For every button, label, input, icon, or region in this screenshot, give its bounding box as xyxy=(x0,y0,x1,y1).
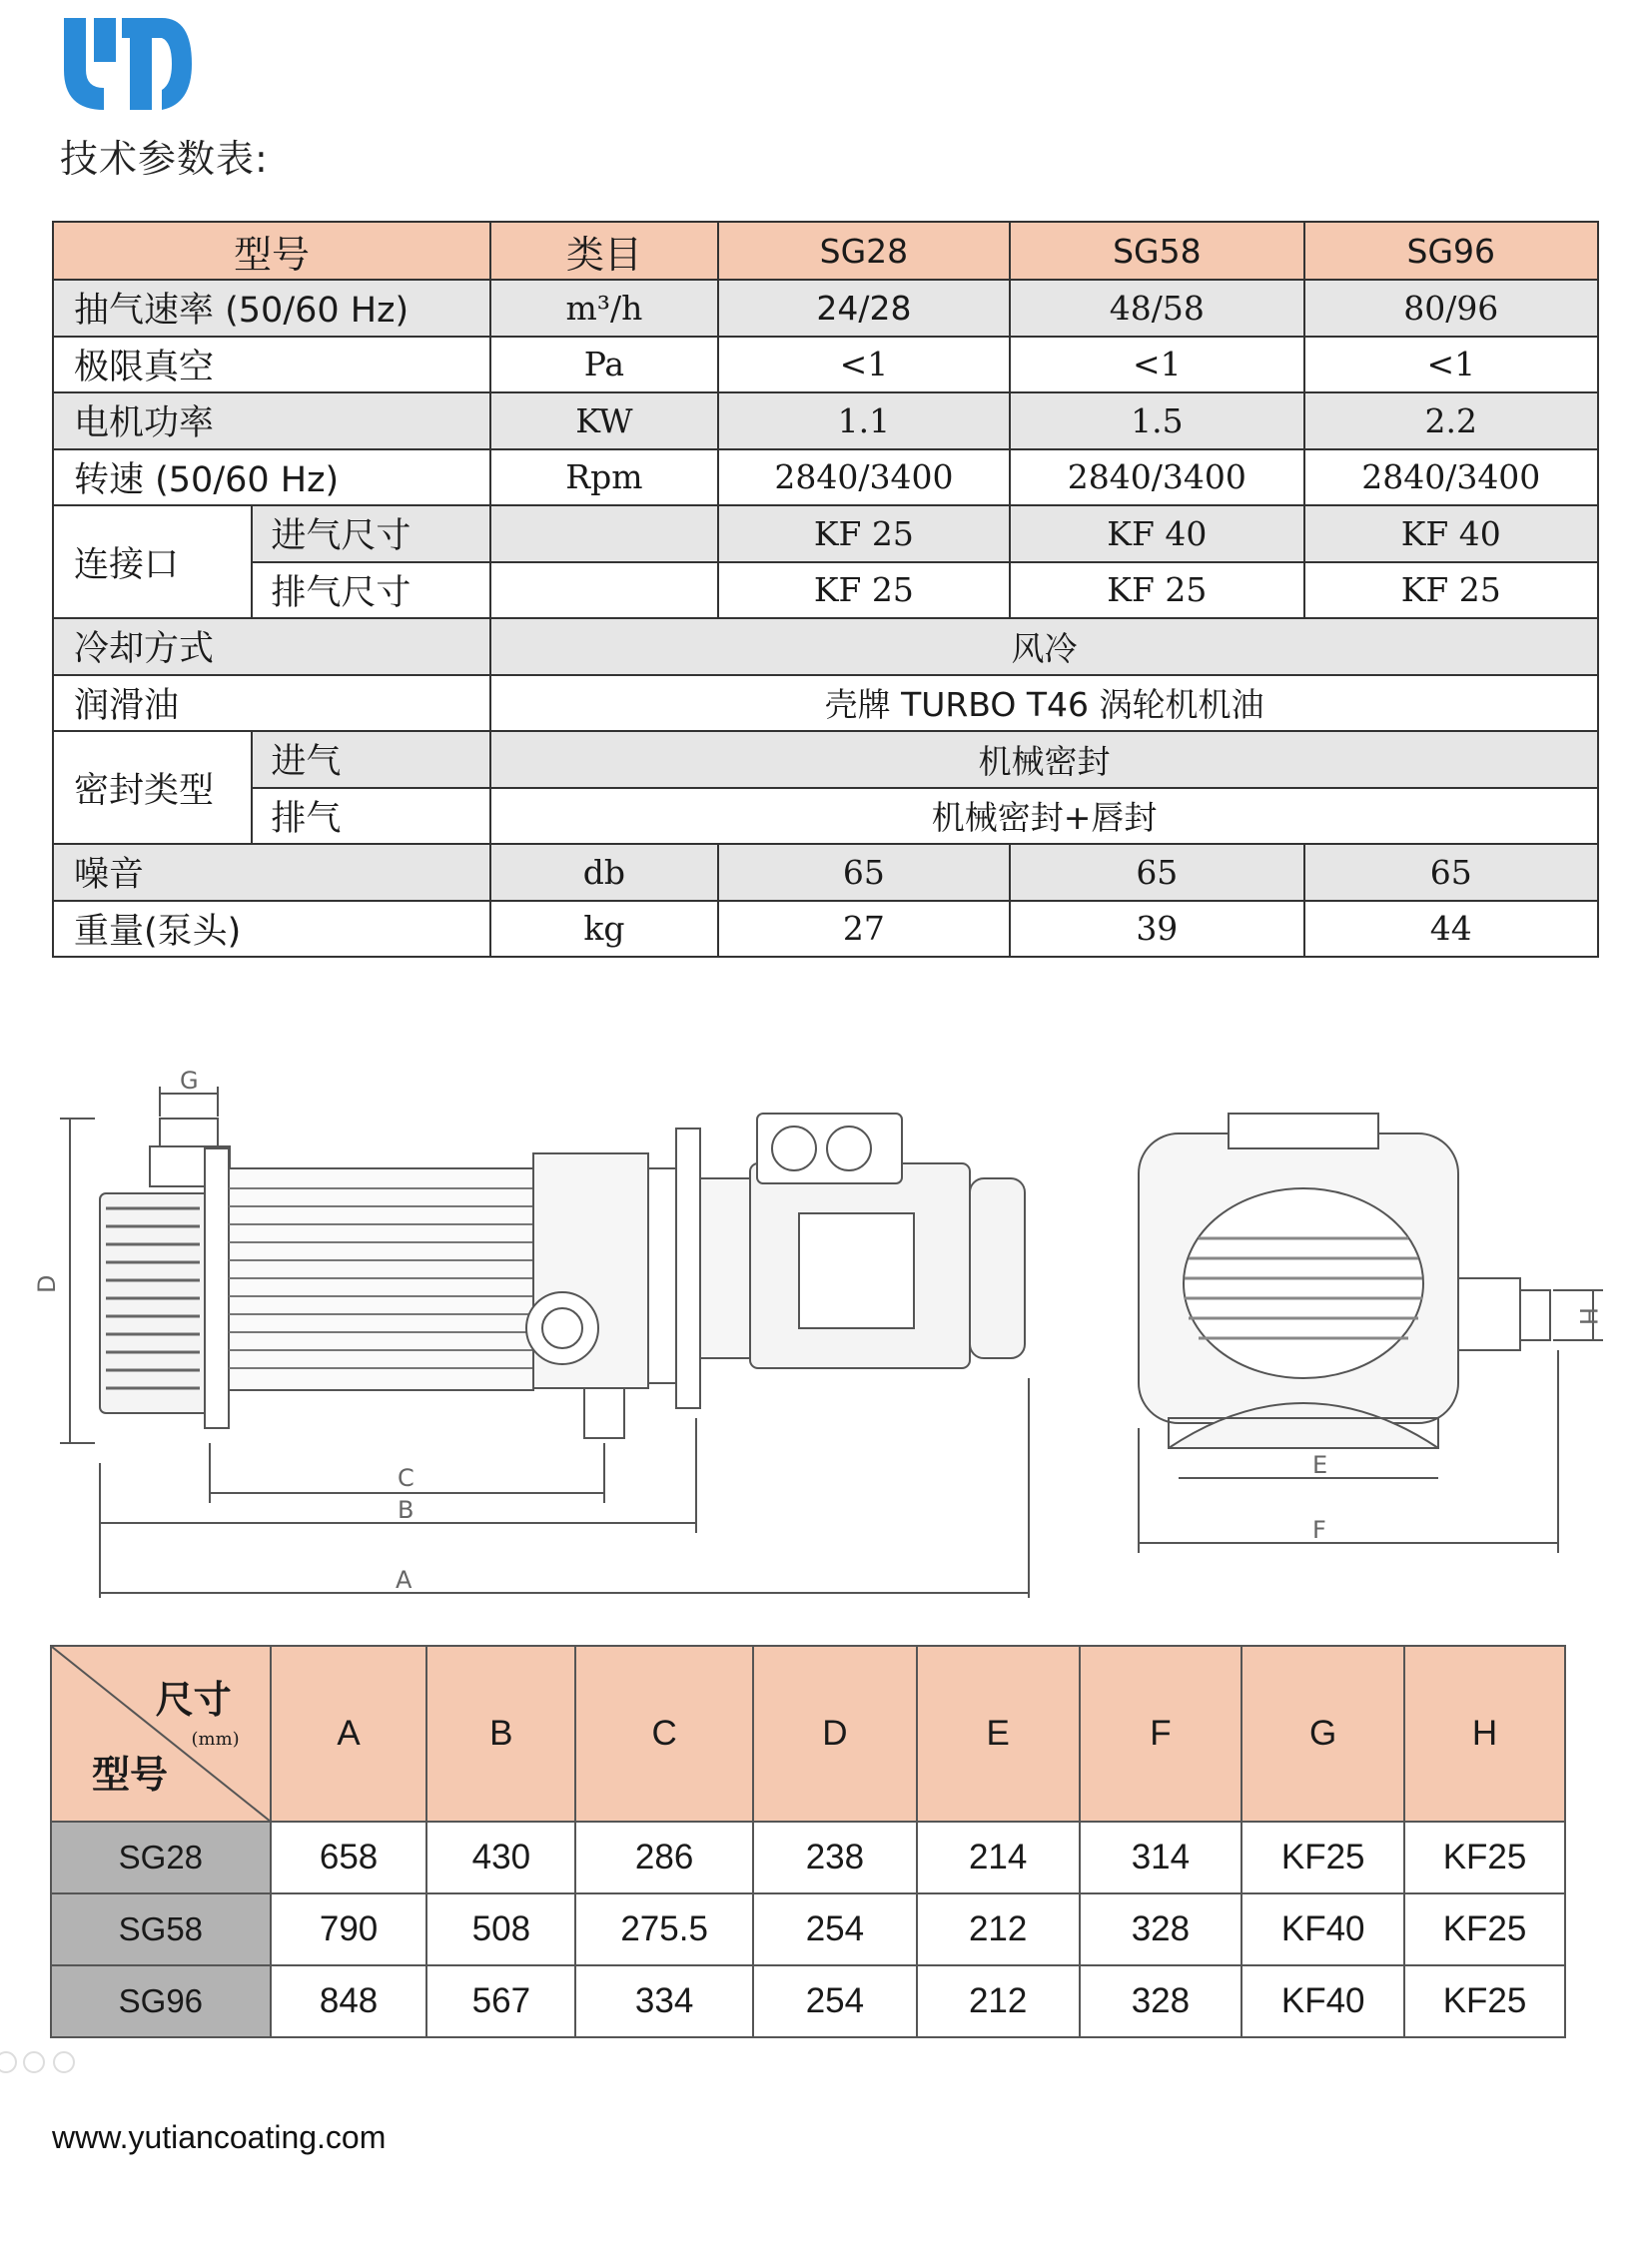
row-value: 机械密封 xyxy=(490,731,1598,788)
table-row xyxy=(51,1822,1565,1893)
spec-table xyxy=(52,221,1599,958)
row-unit: kg xyxy=(490,901,718,958)
row-sublabel: 排气 xyxy=(252,788,490,845)
row-label: 抽气速率 (50/60 Hz) xyxy=(53,280,490,337)
dimension-label-a: A xyxy=(396,1566,413,1594)
row-sublabel: 排气尺寸 xyxy=(252,562,490,619)
noise-row xyxy=(53,844,1598,901)
header-category: 类目 xyxy=(490,222,718,280)
table-cell: 212 xyxy=(917,1893,1080,1965)
lubricant-row xyxy=(53,675,1598,732)
header-model: 型号 xyxy=(53,222,490,280)
row-label: 冷却方式 xyxy=(53,618,490,675)
row-label: 密封类型 xyxy=(53,731,252,844)
row-value: 壳牌 TURBO T46 涡轮机机油 xyxy=(490,675,1598,732)
table-cell: KF25 xyxy=(1404,1822,1565,1893)
row-value: 65 xyxy=(718,844,1010,901)
row-model: SG96 xyxy=(51,1965,271,2037)
table-cell: KF25 xyxy=(1404,1893,1565,1965)
row-unit: db xyxy=(490,844,718,901)
row-value: <1 xyxy=(1304,337,1598,393)
column-header: D xyxy=(753,1646,917,1822)
row-label: 连接口 xyxy=(53,505,252,618)
row-value: 风冷 xyxy=(490,618,1598,675)
faint-circle-icons xyxy=(0,2047,90,2077)
row-value: 24/28 xyxy=(718,280,1010,337)
dimension-label-f: F xyxy=(1312,1516,1326,1544)
table-cell: KF40 xyxy=(1241,1965,1404,2037)
header-model-2: SG58 xyxy=(1010,222,1303,280)
table-cell: 314 xyxy=(1080,1822,1242,1893)
row-value: 2840/3400 xyxy=(1304,449,1598,506)
table-cell: KF25 xyxy=(1241,1822,1404,1893)
table-cell: KF25 xyxy=(1404,1965,1565,2037)
logo-mark-icon xyxy=(58,10,198,122)
seal-outlet-row xyxy=(53,788,1598,845)
table-cell: 286 xyxy=(575,1822,753,1893)
table-cell: 658 xyxy=(271,1822,427,1893)
dimension-label-b: B xyxy=(398,1496,414,1524)
spec-header-row xyxy=(53,222,1598,280)
row-value: 1.1 xyxy=(718,392,1010,449)
page-heading: 技术参数表: xyxy=(60,137,269,181)
corner-unit-label: (mm) xyxy=(191,1729,240,1750)
column-header: H xyxy=(1404,1646,1565,1822)
header-model-1: SG28 xyxy=(718,222,1010,280)
row-model: SG58 xyxy=(51,1893,271,1965)
table-row xyxy=(51,1965,1565,2037)
corner-cell xyxy=(51,1646,271,1822)
table-cell: 430 xyxy=(426,1822,575,1893)
row-label: 转速 (50/60 Hz) xyxy=(53,449,490,506)
row-value: 1.5 xyxy=(1010,392,1303,449)
row-value: KF 40 xyxy=(1010,505,1303,562)
table-cell: 328 xyxy=(1080,1893,1242,1965)
row-value: 65 xyxy=(1304,844,1598,901)
connection-outlet-row xyxy=(53,562,1598,619)
row-value: 2840/3400 xyxy=(718,449,1010,506)
column-header: B xyxy=(426,1646,575,1822)
dimension-label-c: C xyxy=(398,1464,414,1492)
website-url: www.yutiancoating.com xyxy=(52,2119,387,2155)
table-cell: 328 xyxy=(1080,1965,1242,2037)
dimension-label-h: H xyxy=(1574,1307,1602,1326)
row-label: 噪音 xyxy=(53,844,490,901)
row-value: 48/58 xyxy=(1010,280,1303,337)
row-unit xyxy=(490,562,718,619)
row-model: SG28 xyxy=(51,1822,271,1893)
row-value: 2.2 xyxy=(1304,392,1598,449)
row-unit: m³/h xyxy=(490,280,718,337)
row-unit xyxy=(490,505,718,562)
weight-row xyxy=(53,901,1598,958)
header-model-3: SG96 xyxy=(1304,222,1598,280)
seal-inlet-row xyxy=(53,731,1598,788)
row-value: 2840/3400 xyxy=(1010,449,1303,506)
row-label: 润滑油 xyxy=(53,675,490,732)
row-value: 65 xyxy=(1010,844,1303,901)
table-cell: 254 xyxy=(753,1893,917,1965)
column-header: A xyxy=(271,1646,427,1822)
row-value: 80/96 xyxy=(1304,280,1598,337)
table-cell: KF40 xyxy=(1241,1893,1404,1965)
dimension-label-e: E xyxy=(1312,1451,1328,1479)
table-cell: 508 xyxy=(426,1893,575,1965)
table-cell: 334 xyxy=(575,1965,753,2037)
ultimate-vacuum-row xyxy=(53,337,1598,393)
connection-inlet-row xyxy=(53,505,1598,562)
table-cell: 238 xyxy=(753,1822,917,1893)
row-value: <1 xyxy=(1010,337,1303,393)
corner-size-label: 尺寸 xyxy=(155,1678,232,1722)
table-cell: 212 xyxy=(917,1965,1080,2037)
table-row xyxy=(51,1893,1565,1965)
row-value: 机械密封+唇封 xyxy=(490,788,1598,845)
table-cell: 567 xyxy=(426,1965,575,2037)
row-value: KF 40 xyxy=(1304,505,1598,562)
row-unit: KW xyxy=(490,392,718,449)
motor-power-row xyxy=(53,392,1598,449)
pumping-speed-row xyxy=(53,280,1598,337)
dimension-header-row xyxy=(51,1646,1565,1822)
row-label: 电机功率 xyxy=(53,392,490,449)
row-value: 44 xyxy=(1304,901,1598,958)
table-cell: 848 xyxy=(271,1965,427,2037)
column-header: F xyxy=(1080,1646,1242,1822)
row-value: <1 xyxy=(718,337,1010,393)
column-header: G xyxy=(1241,1646,1404,1822)
table-cell: 254 xyxy=(753,1965,917,2037)
dimension-label-d: D xyxy=(33,1274,61,1293)
row-label: 重量(泵头) xyxy=(53,901,490,958)
speed-row xyxy=(53,449,1598,506)
row-value: KF 25 xyxy=(1010,562,1303,619)
table-cell: 790 xyxy=(271,1893,427,1965)
row-value: 39 xyxy=(1010,901,1303,958)
row-value: KF 25 xyxy=(718,505,1010,562)
cooling-row xyxy=(53,618,1598,675)
column-header: C xyxy=(575,1646,753,1822)
row-value: KF 25 xyxy=(718,562,1010,619)
column-header: E xyxy=(917,1646,1080,1822)
dimension-table xyxy=(50,1645,1566,2038)
dimension-label-g: G xyxy=(180,1067,199,1095)
row-sublabel: 进气 xyxy=(252,731,490,788)
pump-dimension-drawing xyxy=(0,1059,1652,1618)
row-unit: Rpm xyxy=(490,449,718,506)
row-value: KF 25 xyxy=(1304,562,1598,619)
table-cell: 275.5 xyxy=(575,1893,753,1965)
row-sublabel: 进气尺寸 xyxy=(252,505,490,562)
row-label: 极限真空 xyxy=(53,337,490,393)
row-unit: Pa xyxy=(490,337,718,393)
corner-model-label: 型号 xyxy=(92,1753,169,1797)
table-cell: 214 xyxy=(917,1822,1080,1893)
row-value: 27 xyxy=(718,901,1010,958)
